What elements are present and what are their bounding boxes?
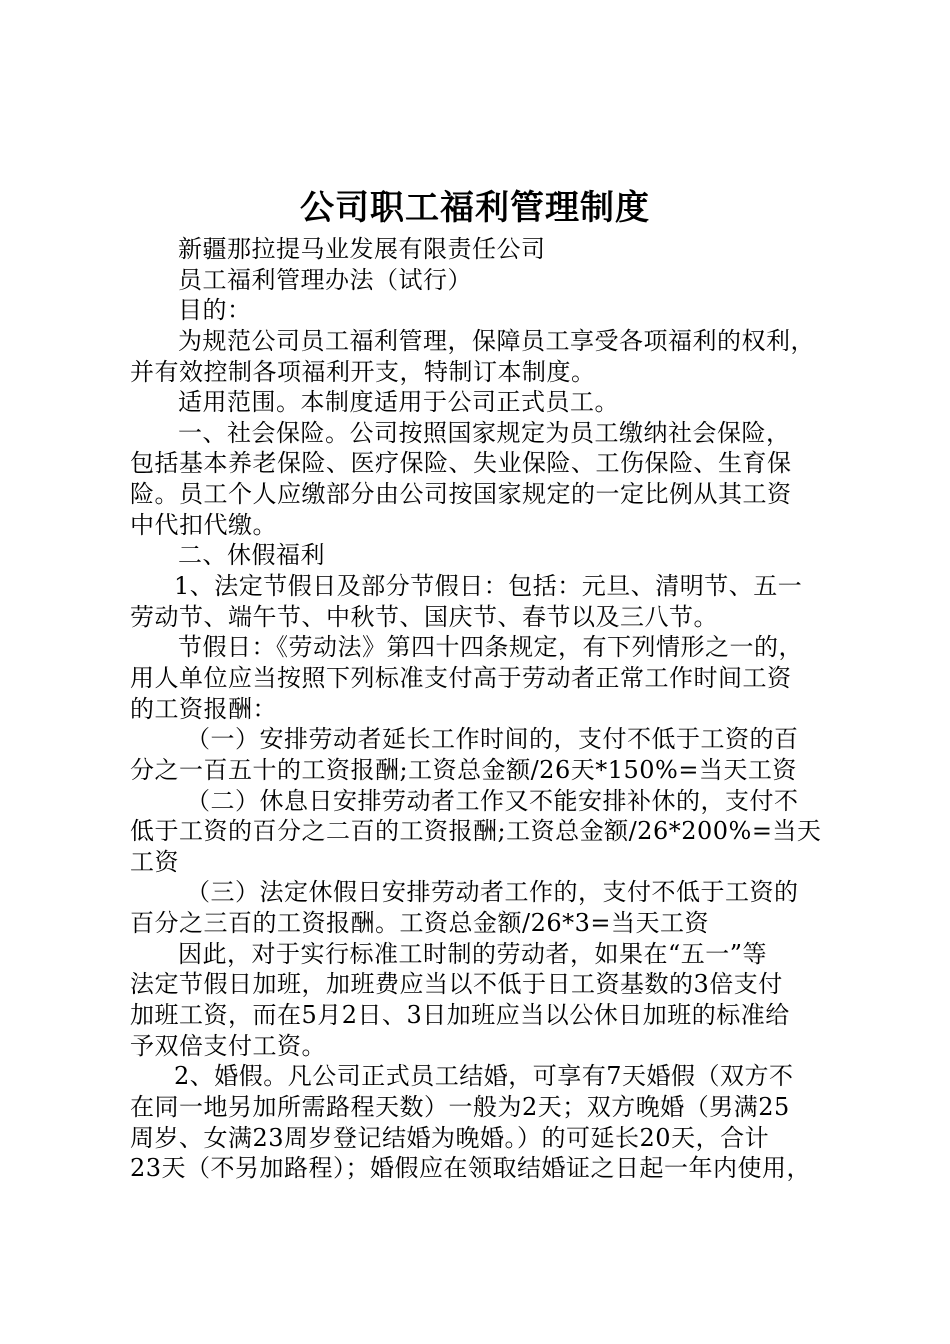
paragraph-line: 用人单位应当按照下列标准支付高于劳动者正常工作时间工资 bbox=[130, 663, 792, 692]
paragraph-line: 23天（不另加路程）；婚假应在领取结婚证之日起一年内使用， bbox=[130, 1154, 812, 1183]
paragraph-line: 中代扣代缴。 bbox=[130, 510, 277, 539]
paragraph-line: 工资 bbox=[130, 847, 179, 876]
paragraph-line: 节假日：《劳动法》第四十四条规定，有下列情形之一的， bbox=[178, 633, 803, 662]
paragraph-line: 低于工资的百分之二百的工资报酬;工资总金额/26*200%=当天 bbox=[130, 817, 822, 846]
paragraph-line: 新疆那拉提马业发展有限责任公司 bbox=[178, 235, 546, 263]
paragraph-line: （二）休息日安排劳动者工作又不能安排补休的，支付不 bbox=[186, 786, 799, 815]
paragraph-line: 周岁、女满23周岁登记结婚为晚婚。）的可延长20天，合计 bbox=[130, 1123, 770, 1152]
paragraph-line: 适用范围。本制度适用于公司正式员工。 bbox=[178, 388, 619, 417]
paragraph-line: 员工福利管理办法（试行） bbox=[178, 265, 472, 294]
document-title: 公司职工福利管理制度 bbox=[300, 188, 650, 228]
paragraph-line: 险。员工个人应缴部分由公司按国家规定的一定比例从其工资 bbox=[130, 480, 792, 509]
paragraph-line: 包括基本养老保险、医疗保险、失业保险、工伤保险、生育保 bbox=[130, 449, 792, 478]
paragraph-line: 并有效控制各项福利开支，特制订本制度。 bbox=[130, 357, 596, 386]
paragraph-line: 二、休假福利 bbox=[178, 541, 325, 570]
paragraph-line: 在同一地另加所需路程天数）一般为2天；双方晚婚（男满25 bbox=[130, 1092, 790, 1121]
document-body bbox=[130, 234, 842, 1184]
paragraph-line: 百分之三百的工资报酬。工资总金额/26*3=当天工资 bbox=[130, 909, 710, 938]
paragraph-line: 法定节假日加班，加班费应当以不低于日工资基数的3倍支付 bbox=[130, 970, 783, 999]
paragraph-line: 为规范公司员工福利管理，保障员工享受各项福利的权利， bbox=[178, 326, 815, 355]
paragraph-line: 目的： bbox=[178, 296, 252, 325]
paragraph-line: 的工资报酬： bbox=[130, 694, 277, 723]
paragraph-line: （一）安排劳动者延长工作时间的，支付不低于工资的百 bbox=[186, 725, 799, 754]
paragraph-line: 1、法定节假日及部分节假日：包括：元旦、清明节、五一 bbox=[174, 572, 803, 601]
paragraph-line: 劳动节、端午节、中秋节、国庆节、春节以及三八节。 bbox=[130, 602, 718, 631]
paragraph-line: （三）法定休假日安排劳动者工作的，支付不低于工资的 bbox=[186, 878, 799, 907]
paragraph-line: 加班工资，而在5月2日、3日加班应当以公休日加班的标准给 bbox=[130, 1001, 790, 1030]
paragraph-line: 一、社会保险。公司按照国家规定为员工缴纳社会保险， bbox=[178, 418, 791, 447]
paragraph-line: 因此，对于实行标准工时制的劳动者，如果在“五一”等 bbox=[178, 939, 768, 968]
paragraph-line: 2、婚假。凡公司正式员工结婚，可享有7天婚假（双方不 bbox=[174, 1062, 794, 1091]
paragraph-line: 分之一百五十的工资报酬;工资总金额/26天*150%=当天工资 bbox=[130, 755, 797, 784]
paragraph-line: 予双倍支付工资。 bbox=[130, 1031, 326, 1060]
